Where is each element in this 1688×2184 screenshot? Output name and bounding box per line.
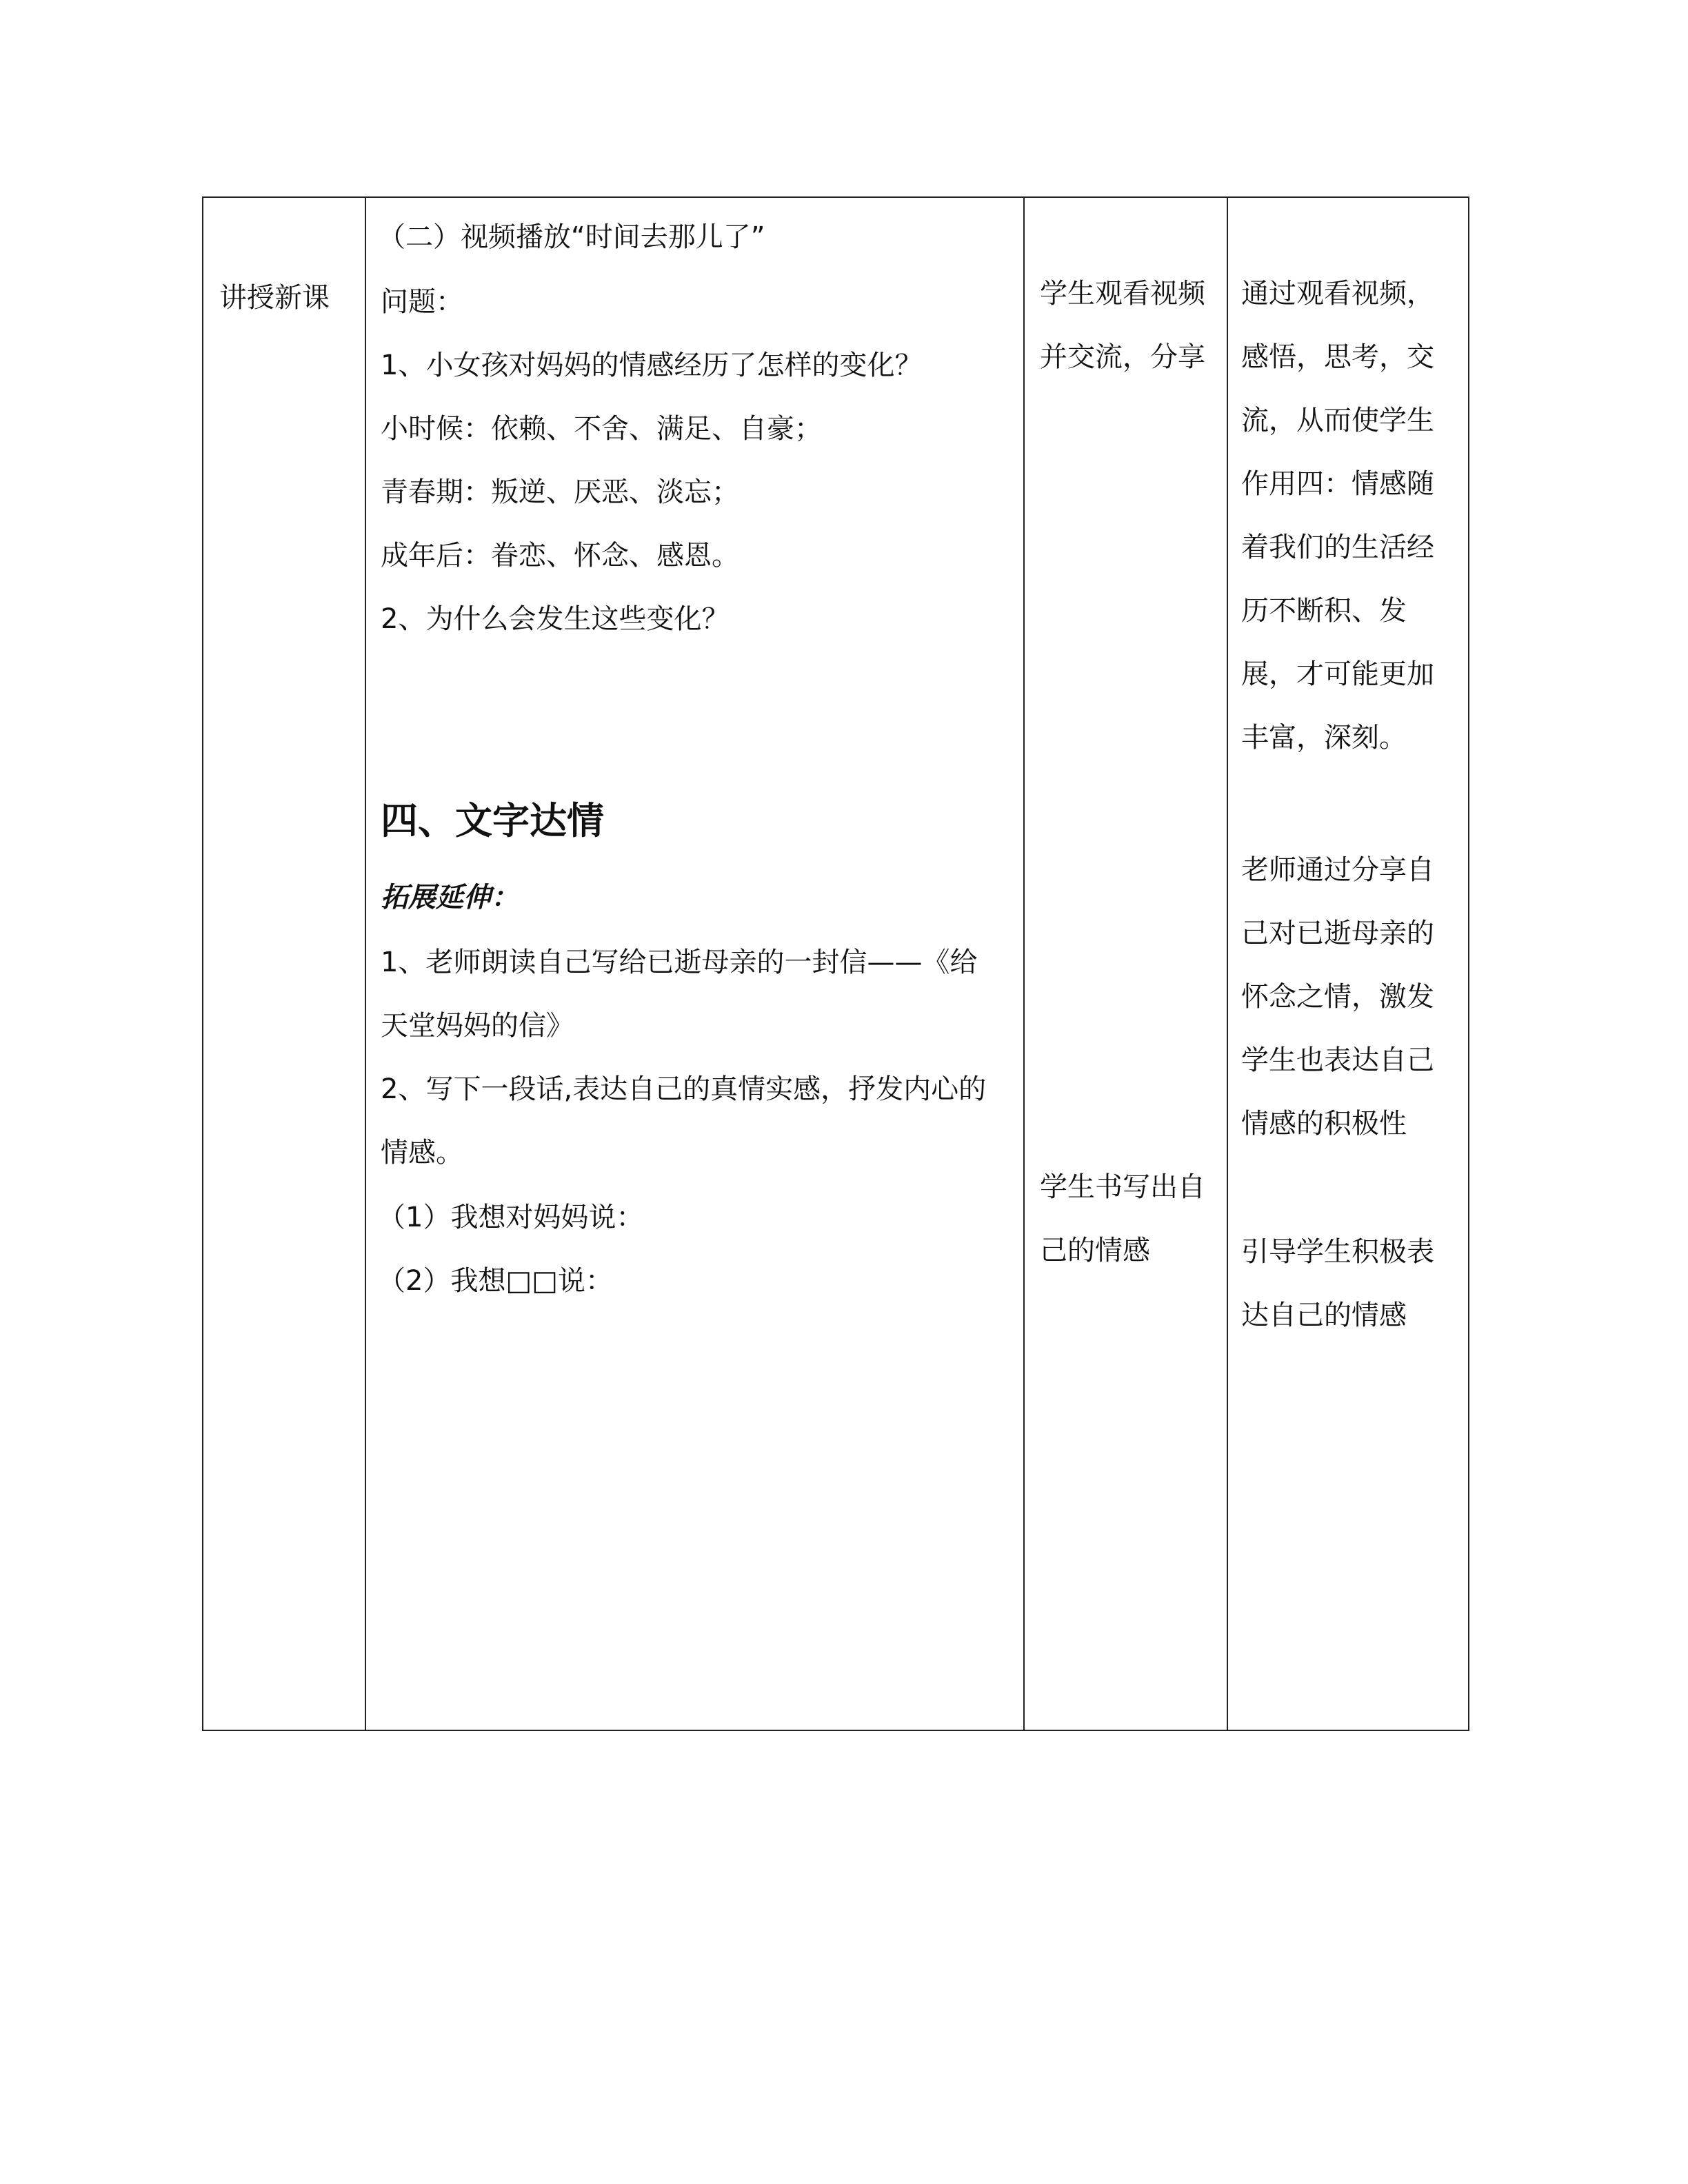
item-1-line-2: 天堂妈妈的信》: [381, 1010, 574, 1042]
intent-line: 丰富，深刻。: [1241, 722, 1407, 754]
sub-item-2: （2）我想□□说：: [378, 1265, 614, 1297]
section-heading-4: 四、文字达情: [381, 799, 604, 842]
intent-line: 学生也表达自己: [1241, 1044, 1434, 1076]
activity-line: 学生书写出自: [1040, 1171, 1205, 1203]
intent-line: 着我们的生活经: [1241, 532, 1434, 563]
student-activity-2: [1040, 1155, 1205, 1282]
intent-line: 通过观看视频，: [1241, 278, 1434, 310]
design-intent-3: [1241, 1220, 1434, 1347]
item-1-line-1: 1、老师朗读自己写给已逝母亲的一封信——《给: [381, 947, 978, 978]
intent-line: 引导学生积极表: [1241, 1236, 1434, 1268]
questions-label: 问题：: [381, 286, 463, 318]
adulthood-line: 成年后：眷恋、怀念、感恩。: [381, 540, 739, 572]
intent-line: 流，从而使学生: [1241, 405, 1434, 436]
activity-line: 己的情感: [1040, 1235, 1150, 1266]
childhood-line: 小时候：依赖、不舍、满足、自豪；: [381, 413, 822, 445]
question-1: 1、小女孩对妈妈的情感经历了怎样的变化？: [381, 350, 923, 381]
column-divider: [1023, 198, 1025, 1730]
item-2-line-2: 情感。: [381, 1137, 463, 1169]
design-intent-2: [1241, 838, 1434, 1155]
section-title: （二）视频播放“时间去那儿了”: [378, 221, 765, 253]
intent-line: 怀念之情，激发: [1241, 981, 1434, 1013]
phase-label: 讲授新课: [219, 282, 330, 314]
sub-item-1: （1）我想对妈妈说：: [378, 1202, 644, 1233]
intent-line: 情感的积极性: [1241, 1108, 1407, 1140]
activity-line: 并交流，分享: [1040, 341, 1205, 373]
intent-line: 老师通过分享自: [1241, 854, 1434, 886]
intent-line: 己对已逝母亲的: [1241, 918, 1434, 949]
extension-label: 拓展延伸：: [381, 882, 519, 913]
intent-line: 作用四：情感随: [1241, 468, 1434, 500]
intent-line: 历不断积、发: [1241, 595, 1407, 627]
column-divider: [1227, 198, 1228, 1730]
item-2-line-1: 2、写下一段话,表达自己的真情实感，抒发内心的: [381, 1073, 987, 1105]
column-divider: [365, 198, 366, 1730]
intent-line: 达自己的情感: [1241, 1300, 1407, 1331]
intent-line: 感悟，思考，交: [1241, 341, 1434, 373]
question-2: 2、为什么会发生这些变化？: [381, 603, 730, 635]
intent-line: 展，才可能更加: [1241, 658, 1434, 690]
activity-line: 学生观看视频: [1040, 278, 1205, 310]
design-intent-1: [1241, 262, 1434, 769]
student-activity-1: [1040, 262, 1205, 389]
adolescence-line: 青春期：叛逆、厌恶、淡忘；: [381, 476, 739, 508]
